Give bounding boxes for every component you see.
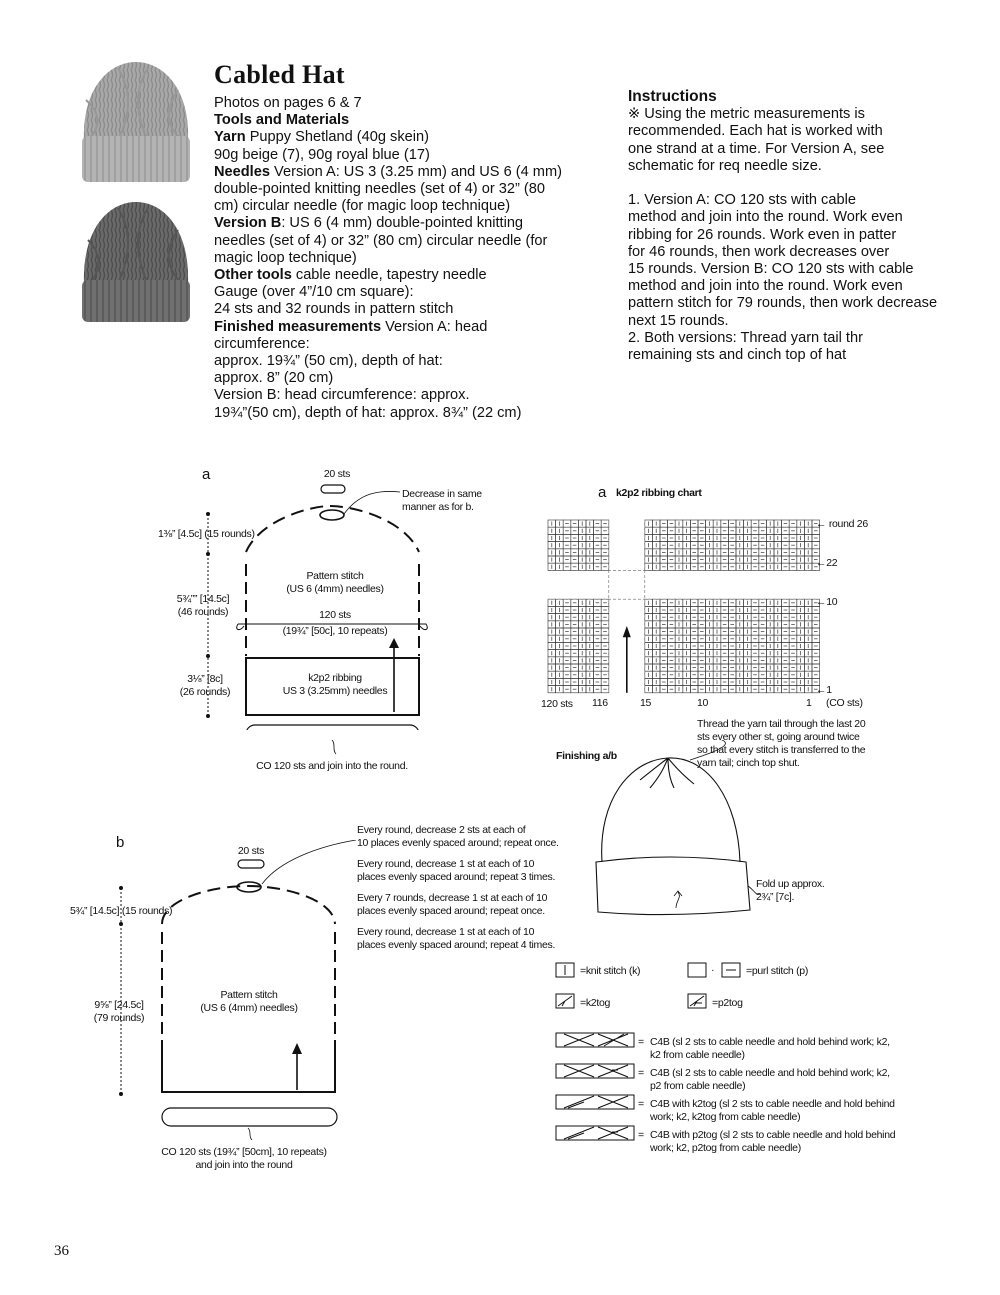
legend-cable-4-line-1: C4B with p2tog (sl 2 sts to cable needle and hold behind <box>650 1129 896 1141</box>
chart-x-120: 120 sts <box>541 698 573 710</box>
finishing-hat-drawing <box>590 740 770 920</box>
page-number: 36 <box>54 1243 69 1259</box>
needles-line-2: double-pointed knitting needles (set of 4) or 32” (80 <box>214 181 545 198</box>
versionb-line-2: needles (set of 4) or 32” (80 cm) circular needle (for <box>214 232 548 249</box>
legend-purl: =purl stitch (p) <box>746 965 809 977</box>
b-note-3-line-1: Every 7 rounds, decrease 1 st at each of 10 <box>357 892 548 904</box>
instruction-line <box>628 175 958 192</box>
gauge-line-1: Gauge (over 4”/10 cm square): <box>214 284 414 301</box>
cable-symbol-3 <box>556 1095 634 1109</box>
b-body-height-2: (79 rounds) <box>93 1012 145 1024</box>
a-co-note: CO 120 sts and join into the round. <box>256 760 408 772</box>
gauge-line-2: 24 sts and 32 rounds in pattern stitch <box>214 301 454 318</box>
a-crown-height: 1⅜” [4.5c] (15 rounds) <box>158 528 255 540</box>
chart-x-1: 1 <box>806 697 812 709</box>
finishing-note-line-3: so that every stitch is transferred to the <box>697 744 866 756</box>
needles-text: Version A: US 3 (3.25 mm) and US 6 (4 mm) <box>269 163 562 180</box>
legend-cable-2-line-2: p2 from cable needle) <box>650 1080 746 1092</box>
chart-round26: ← round 26 <box>816 518 868 530</box>
finished-line-5: Version B: head circumference: approx. <box>214 387 470 404</box>
crown-outline-a <box>246 506 419 552</box>
diagram-a-label: a <box>202 466 211 483</box>
b-decrease-notes <box>357 824 559 952</box>
legend-cable-2 <box>638 1067 890 1093</box>
a-rib-height-1: 3⅛” [8c] <box>187 673 223 685</box>
b-note-1-line-2: 10 places evenly spaced around; repeat once. <box>357 837 559 849</box>
finishing-note-line-4: yarn tail; cinch top shut. <box>697 757 800 769</box>
instruction-line: for 46 rounds, then work decreases over <box>628 243 890 260</box>
hat-photo-dark <box>82 202 190 322</box>
a-body-height-2: (46 rounds) <box>177 606 229 618</box>
chart-arrow-head <box>623 626 631 637</box>
yarn-line <box>214 129 604 146</box>
instructions-lines <box>628 106 958 364</box>
tools-heading: Tools and Materials <box>214 112 350 129</box>
legend-cable-1 <box>638 1036 890 1062</box>
versionb-text: : US 6 (4 mm) double-pointed knitting <box>281 215 524 232</box>
legend-symbols-right <box>686 960 746 1020</box>
b-body-height-1: 9⅝” [24.5c] <box>94 999 144 1011</box>
legend-cable-2-line-1: C4B (sl 2 sts to cable needle and hold behind work; k2, <box>650 1067 890 1079</box>
other-tools-line <box>214 267 604 284</box>
chart-label: a <box>598 484 607 501</box>
legend-cable-1-line-1: C4B (sl 2 sts to cable needle and hold behind work; k2, <box>650 1036 890 1048</box>
legend-cable-3-eq: = <box>638 1098 644 1110</box>
legend-cable-1-eq: = <box>638 1036 644 1048</box>
a-rib-2: US 3 (3.25mm) needles <box>282 685 388 697</box>
instruction-line: method and join into the round. Work even <box>628 278 903 295</box>
instruction-line: pattern stitch for 79 rounds, then work decrease <box>628 295 938 312</box>
chart-x-116: 116 <box>592 697 608 709</box>
finished-line-2: circumference: <box>214 335 310 352</box>
instruction-line: schematic for req needle size. <box>628 157 822 174</box>
a-decrease-note-1: Decrease in same <box>402 488 482 500</box>
b-note-1-line-1: Every round, decrease 2 sts at each of <box>357 824 526 836</box>
instructions-heading: Instructions <box>628 88 717 105</box>
needles-line-3: cm) circular needle (for magic loop technique) <box>214 198 511 215</box>
instruction-line: ※ Using the metric measurements is <box>628 106 865 123</box>
instruction-line: one strand at a time. For Version A, see <box>628 140 885 157</box>
b-pattern-1: Pattern stitch <box>220 989 278 1001</box>
legend-cable-3 <box>638 1098 895 1124</box>
b-crown-height: 5¾” [14.5c] (15 rounds) <box>70 905 173 917</box>
finished-line <box>214 319 604 336</box>
legend-cable-1-line-2: k2 from cable needle) <box>650 1049 745 1061</box>
b-note-2 <box>357 858 559 884</box>
legend-k2tog: =k2tog <box>580 997 611 1009</box>
yarn-line-2: 90g beige (7), 90g royal blue (17) <box>214 146 430 163</box>
finished-line-3: approx. 19¾” (50 cm), depth of hat: <box>214 353 443 370</box>
needles-label: Needles <box>214 163 270 180</box>
versionb-line-3: magic loop technique) <box>214 249 357 266</box>
legend-cable-4-line-2: work; k2, p2tog from cable needle) <box>650 1142 801 1154</box>
instruction-line: recommended. Each hat is worked with <box>628 123 883 140</box>
cable-symbol-1 <box>556 1033 634 1047</box>
finishing-title: Finishing a/b <box>556 750 617 762</box>
instruction-line: ribbing for 26 rounds. Work even in patter <box>628 226 897 243</box>
chart-x-15: 15 <box>640 697 652 709</box>
needles-line <box>214 164 604 181</box>
chart-title: k2p2 ribbing chart <box>616 487 702 499</box>
purl-blank-symbol <box>688 963 706 977</box>
fold-note-2: 2¾” [7c]. <box>756 891 795 903</box>
a-rib-height-2: (26 rounds) <box>179 686 231 698</box>
page-title: Cabled Hat <box>214 60 345 89</box>
instruction-line: 15 rounds. Version B: CO 120 sts with cable <box>628 261 914 278</box>
ribbing-chart <box>540 512 820 700</box>
finished-text: Version A: head <box>381 318 488 335</box>
versionb-label: Version B <box>214 215 282 232</box>
b-note-2-line-1: Every round, decrease 1 st at each of 10 <box>357 858 535 870</box>
finishing-note-line-1: Thread the yarn tail through the last 20 <box>697 718 866 730</box>
b-top-sts: 20 sts <box>237 845 265 857</box>
legend-knit: =knit stitch (k) <box>580 965 641 977</box>
co-leader-a <box>244 740 424 760</box>
hat-photos <box>78 60 198 322</box>
a-decrease-note-2: manner as for b. <box>402 501 474 513</box>
photos-note: Photos on pages 6 & 7 <box>214 95 362 111</box>
yarn-text: Puppy Shetland (40g skein) <box>245 129 429 146</box>
instruction-line: method and join into the round. Work even <box>628 209 903 226</box>
b-note-4-line-2: places evenly spaced around; repeat 4 times. <box>357 939 556 951</box>
b-note-4-line-1: Every round, decrease 1 st at each of 10 <box>357 926 535 938</box>
legend-cable-3-line-1: C4B with k2tog (sl 2 sts to cable needle and hold behind <box>650 1098 895 1110</box>
materials-block <box>214 95 604 422</box>
finishing-note-line-2: sts every other st, going around twice <box>697 731 860 743</box>
chart-round1: ←1 <box>816 684 832 696</box>
legend-cable-2-eq: = <box>638 1067 644 1079</box>
a-rib-1: k2p2 ribbing <box>308 672 362 684</box>
instruction-line: 2. Both versions: Thread yarn tail thr <box>628 329 863 346</box>
instructions-block <box>628 88 958 364</box>
a-body-height-1: 5¾”” [14.5c] <box>176 593 230 605</box>
cable-symbol-2 <box>556 1064 634 1078</box>
chart-x-10: 10 <box>697 697 709 709</box>
legend-dot: · <box>711 964 715 976</box>
b-note-3 <box>357 892 559 918</box>
a-width-2: (19¾” [50c], 10 repeats) <box>282 625 388 637</box>
a-pattern-1: Pattern stitch <box>306 570 364 582</box>
legend-p2tog: =p2tog <box>712 997 743 1009</box>
legend-cable-4 <box>638 1129 895 1155</box>
b-co-2: and join into the round <box>195 1159 293 1171</box>
b-note-4 <box>357 926 559 952</box>
other-tools-text: cable needle, tapestry needle <box>291 267 487 284</box>
legend-cable-4-eq: = <box>638 1129 644 1141</box>
fold-note-1: Fold up approx. <box>756 878 825 890</box>
finished-label: Finished measurements <box>214 318 382 335</box>
chart-co: (CO sts) <box>826 697 863 709</box>
yarn-label: Yarn <box>214 129 246 146</box>
other-tools-label: Other tools <box>214 267 292 284</box>
instruction-line: 1. Version A: CO 120 sts with cable <box>628 192 856 209</box>
chart-round22: ←22 <box>816 557 838 569</box>
diagram-b-label: b <box>116 834 125 851</box>
instruction-line: next 15 rounds. <box>628 312 729 329</box>
cable-symbol-4 <box>556 1126 634 1140</box>
instruction-line: remaining sts and cinch top of hat <box>628 347 847 364</box>
b-note-2-line-2: places evenly spaced around; repeat 3 times. <box>357 871 556 883</box>
a-pattern-2: (US 6 (4mm) needles) <box>286 583 384 595</box>
b-co-1: CO 120 sts (19¾” [50cm], 10 repeats) <box>161 1146 327 1158</box>
versionb-line <box>214 215 604 232</box>
b-note-3-line-2: places evenly spaced around; repeat once. <box>357 905 545 917</box>
b-pattern-2: (US 6 (4mm) needles) <box>200 1002 298 1014</box>
finished-line-4: approx. 8” (20 cm) <box>214 370 334 387</box>
legend-cable-3-line-2: work; k2, k2tog from cable needle) <box>650 1111 801 1123</box>
a-top-sts: 20 sts <box>323 468 351 480</box>
b-note-1 <box>357 824 559 850</box>
chart-round10: ←10 <box>816 596 838 608</box>
hat-photo-light <box>82 62 190 182</box>
a-width-1: 120 sts <box>319 609 351 621</box>
finished-line-6: 19¾”(50 cm), depth of hat: approx. 8¾” (22 cm) <box>214 404 522 421</box>
